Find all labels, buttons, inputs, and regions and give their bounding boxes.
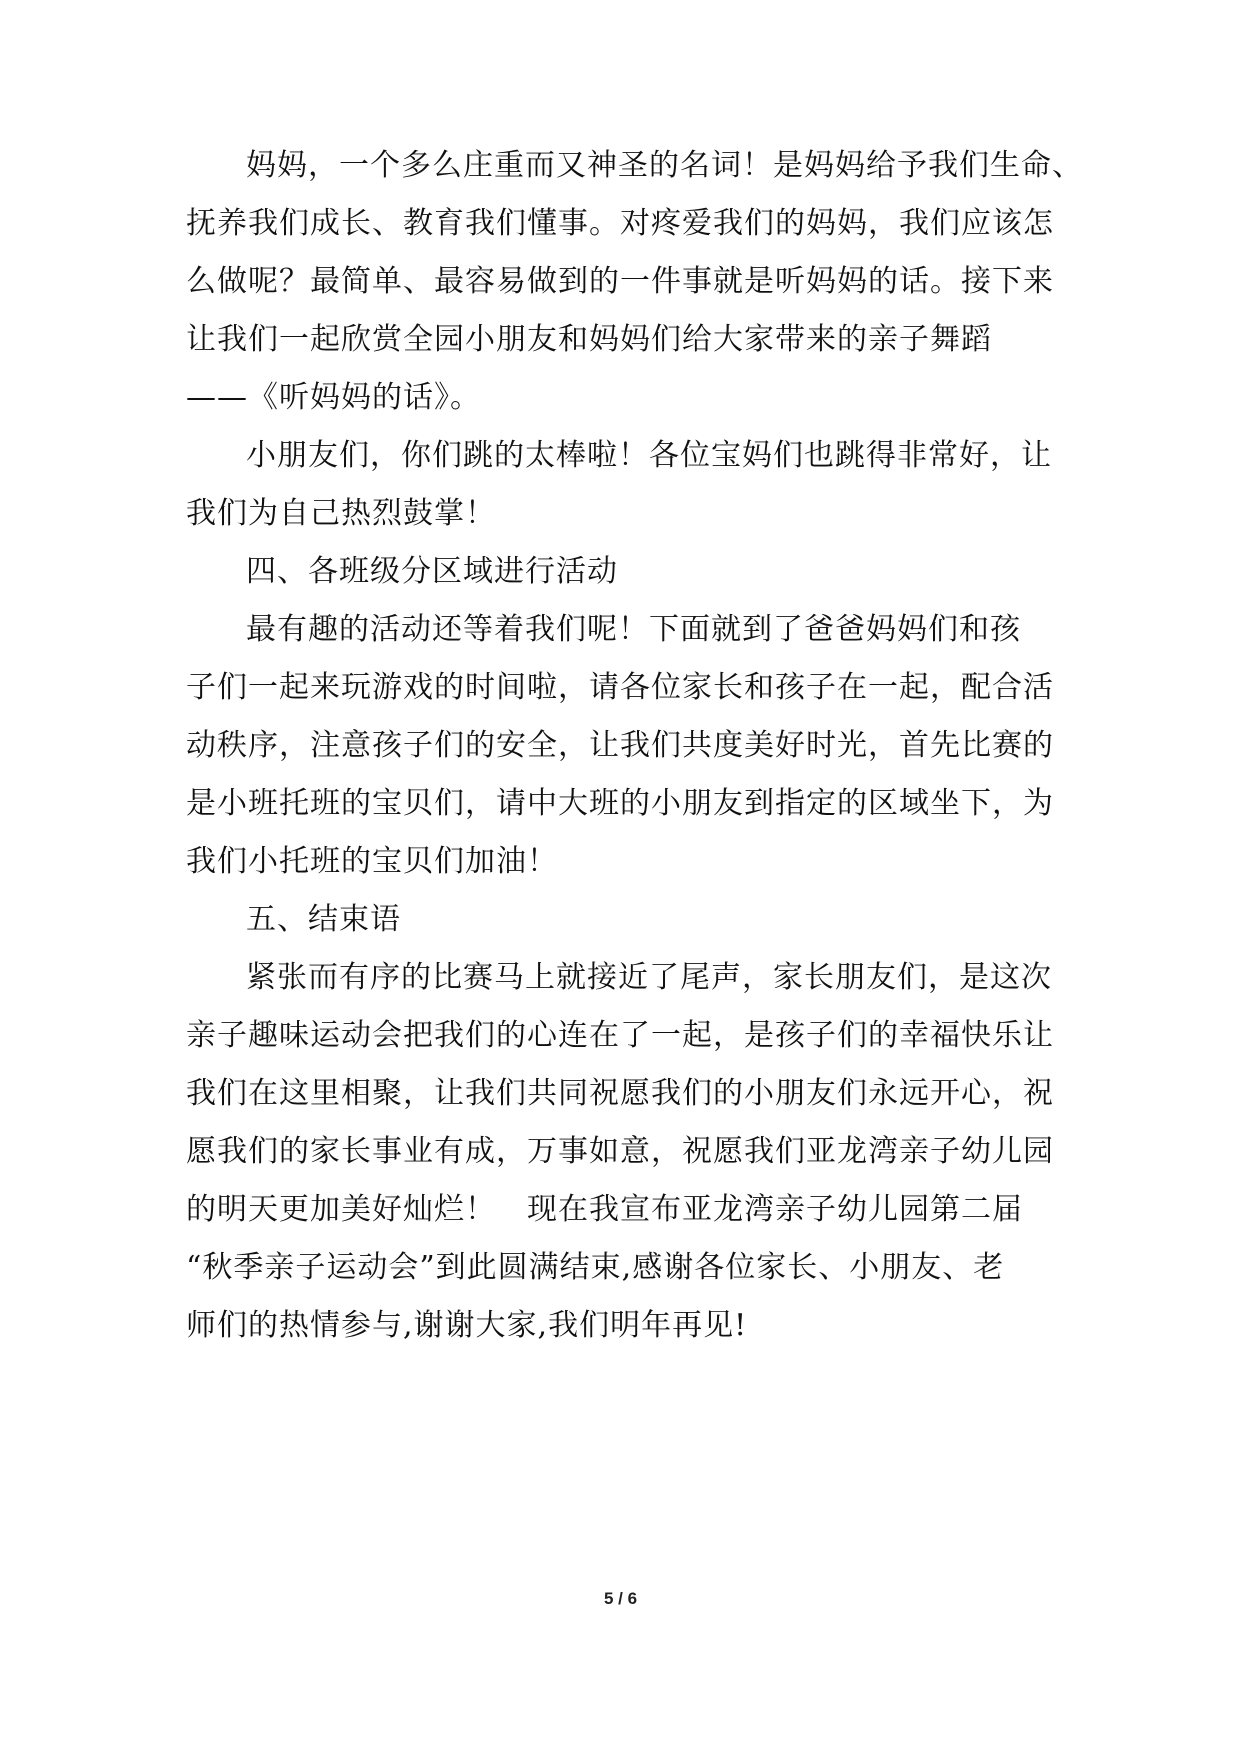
section-heading: 四、各班级分区域进行活动 bbox=[246, 554, 618, 589]
paragraph-line: 的明天更加美好灿烂！ 现在我宣布亚龙湾亲子幼儿园第二届 bbox=[186, 1192, 1023, 1227]
paragraph-line: 小朋友们，你们跳的太棒啦！各位宝妈们也跳得非常好，让 bbox=[246, 438, 1052, 473]
paragraph-line: 子们一起来玩游戏的时间啦，请各位家长和孩子在一起，配合活 bbox=[186, 670, 1054, 705]
paragraph-line: ——《听妈妈的话》。 bbox=[186, 380, 481, 415]
paragraph-line: 动秩序，注意孩子们的安全，让我们共度美好时光，首先比赛的 bbox=[186, 728, 1054, 763]
paragraph-line: 是小班托班的宝贝们，请中大班的小朋友到指定的区域坐下，为 bbox=[186, 786, 1054, 821]
paragraph-line: 我们小托班的宝贝们加油！ bbox=[186, 844, 558, 879]
paragraph-line: 紧张而有序的比赛马上就接近了尾声，家长朋友们，是这次 bbox=[246, 960, 1052, 995]
paragraph-line: 愿我们的家长事业有成，万事如意，祝愿我们亚龙湾亲子幼儿园 bbox=[186, 1134, 1054, 1169]
paragraph-line: 抚养我们成长、教育我们懂事。对疼爱我们的妈妈，我们应该怎 bbox=[186, 206, 1054, 241]
paragraph-line: 师们的热情参与,谢谢大家,我们明年再见! bbox=[186, 1308, 748, 1343]
paragraph-line: 妈妈，一个多么庄重而又神圣的名词！是妈妈给予我们生命、 bbox=[246, 148, 1083, 183]
paragraph-line: 我们为自己热烈鼓掌！ bbox=[186, 496, 496, 531]
page-number: 5 / 6 bbox=[603, 1589, 638, 1608]
paragraph-line: 我们在这里相聚，让我们共同祝愿我们的小朋友们永远开心，祝 bbox=[186, 1076, 1054, 1111]
paragraph-line: 么做呢？最简单、最容易做到的一件事就是听妈妈的话。接下来 bbox=[186, 264, 1054, 299]
paragraph-line: 亲子趣味运动会把我们的心连在了一起，是孩子们的幸福快乐让 bbox=[186, 1018, 1054, 1053]
paragraph-line: “秋季亲子运动会”到此圆满结束,感谢各位家长、小朋友、老 bbox=[186, 1250, 1005, 1285]
paragraph-line: 让我们一起欣赏全园小朋友和妈妈们给大家带来的亲子舞蹈 bbox=[186, 322, 992, 357]
paragraph-line: 最有趣的活动还等着我们呢！下面就到了爸爸妈妈们和孩 bbox=[246, 612, 1021, 647]
section-heading: 五、结束语 bbox=[246, 902, 401, 937]
